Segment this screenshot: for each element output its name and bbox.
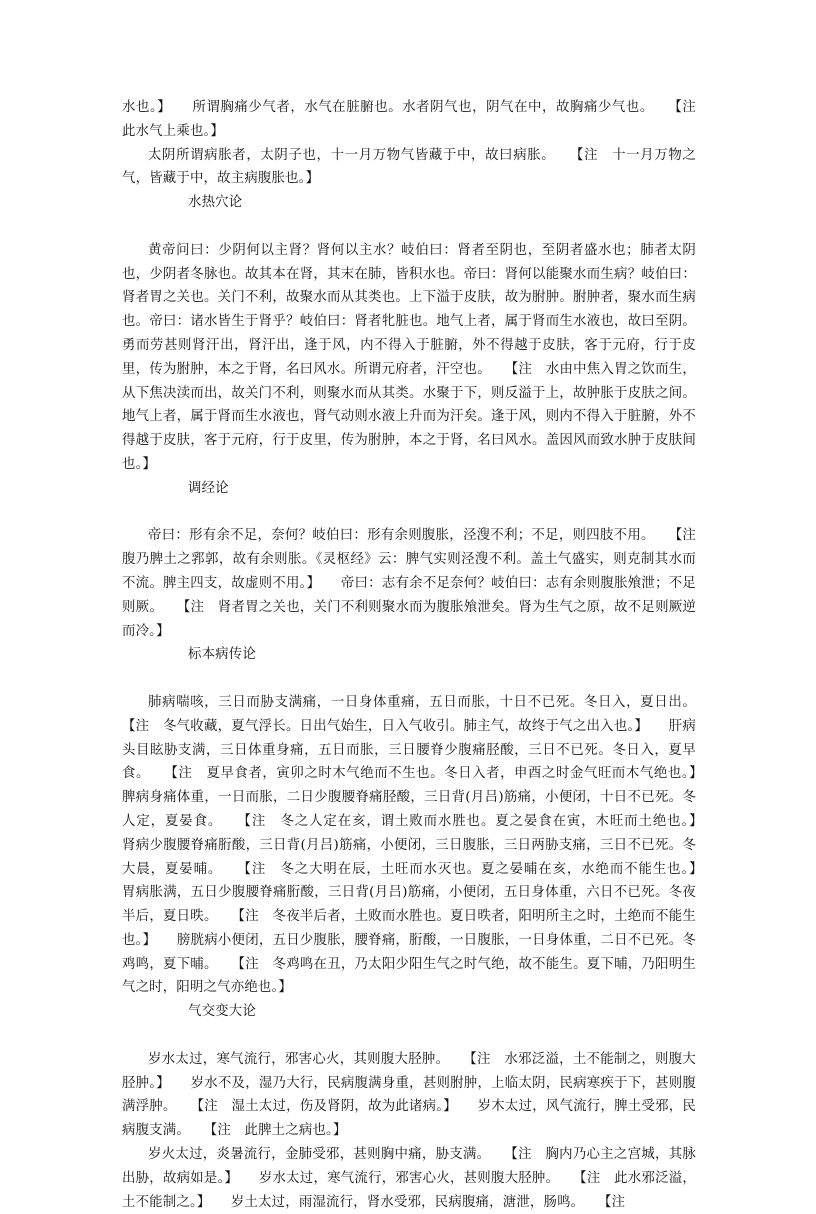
paragraph: 岁火太过，炎暑流行，金肺受邪，甚则胸中痛，胁支满。 【注 胸内乃心主之宫城，其脉出胁，故病如是。】 岁水太过，寒气流行，邪害心火，甚则腹大胫肿。 【注 此水邪泛溢，土不能制之。】 岁土太过，雨湿流行，肾水受邪，民病腹痛，溏泄，肠鸣。 【注 [122,1147,696,1210]
document-page [122,96,724,1214]
paragraph: 肺病喘咳，三日而胁支满痛，一日身体重痛，五日而胀，十日不已死。冬日入，夏日出。【注 冬气收藏，夏气浮长。日出气始生，日入气收引。肺主气，故终于气之出入也。】 肝病头目眩胁支满，三日体重身痛，五日而胀，三日腰脊少腹痛胫酸，三日不已死。冬日入，夏早食。 【注 夏早食者，寅卯之时木气绝而不生也。冬日入者，申酉之时金气旺而木气绝也。】 脾病身痛体重，一日而胀，二日少腹腰脊痛胫酸，三日背(月吕)筋痛，小便闭，十日不已死。冬人定，夏晏食。 【注 冬之人定在亥，谓土败而水胜也。夏之晏食在寅，木旺而土绝也。】 肾病少腹腰脊痛胻酸，三日背(月吕)筋痛，小便闭，三日腹胀，三日两胁支痛，三日不已死。冬大晨，夏晏晡。 【注 冬之大明在辰，土旺而水灭也。夏之晏晡在亥，水绝而不能生也。】 胃病胀满，五日少腹腰脊痛胻酸，三日背(月吕)筋痛，小便闭，五日身体重，六日不已死。冬夜半后，夏日昳。 【注 冬夜半后者，土败而水胜也。夏日昳者，阳明所主之时，土绝而不能生也。】 膀胱病小便闭，五日少腹胀，腰脊痛，胻酸，一日腹胀，一日身体重，二日不已死。冬鸡鸣，夏下晡。 【注 冬鸡鸣在丑，乃太阳少阳生气之时气绝，故不能生。夏下晡，乃阳明生气之时，阳明之气亦绝也。】 [122,694,724,996]
spacer [122,215,696,239]
spacer [122,667,696,691]
paragraph: 水也。】 所谓胸痛少气者，水气在脏腑也。水者阴气也，阴气在中，故胸痛少气也。 【注 此水气上乘也。】 [122,100,710,139]
paragraph: 岁水太过，寒气流行，邪害心火，其则腹大胫肿。 【注 水邪泛溢，土不能制之，则腹大胫肿。】 岁水不及，湿乃大行，民病腹满身重，甚则胕肿，上临太阴，民病寒疾于下，甚则腹满浮肿。 【注 湿土太过，伤及肾阴，故为此诸病。】 岁木太过，风气流行，脾土受邪，民病腹支满。 【注 此脾土之病也。】 [122,1051,696,1139]
paragraph: 太阴所谓病胀者，太阴子也，十一月万物气皆藏于中，故曰病胀。 【注 十一月万物之气，皆藏于中，故主病腹胀也。】 [122,147,696,187]
spacer [122,501,696,525]
section-heading: 气交变大论 [188,1004,256,1020]
section-heading: 标本病传论 [188,647,256,663]
spacer [122,1024,696,1048]
paragraph: 黄帝问曰：少阴何以主肾？肾何以主水？岐伯曰：肾者至阴也，至阴者盛水也；肺者太阴也，少阴者冬脉也。故其本在肾，其末在肺，皆积水也。帝曰：肾何以能聚水而生病？岐伯曰：肾者胃之关也。关门不利，故聚水而从其类也。上下溢于皮肤，故为胕肿。胕肿者，聚水而生病也。帝曰：诸水皆生于肾乎？岐伯曰：肾者牝脏也。地气上者，属于肾而生水液也，故曰至阴。勇而劳甚则肾汗出，肾汗出，逢于风，内不得入于脏腑，外不得越于皮肤，客于元府，行于皮里，传为胕肿，本之于肾，名曰风水。所谓元府者，汗空也。 【注 水由中焦入胃之饮而生，从下焦决渎而出，故关门不利，则聚水而从其类。水聚于下，则反溢于上，故肿胀于皮肤之间。地气上者，属于肾而生水液也，肾气动则水液上升而为汗矣。逢于风，则内不得入于脏腑，外不得越于皮肤，客于元府，行于皮里，传为胕肿，本之于肾，名曰风水。盖因风而致水肿于皮肤间也。】 [122,242,696,472]
section-heading: 调经论 [188,480,229,496]
paragraph: 帝曰：形有余不足，奈何？岐伯曰：形有余则腹胀，泾溲不利；不足，则四肢不用。 【注 腹乃脾土之郛郭，故有余则胀。《灵枢经》云：脾气实则泾溲不利。盖土气盛实，则克制其水而不流。脾主四支，故虚则不用。】 帝曰：志有余不足奈何？岐伯曰：志有余则腹胀飧泄；不足则厥。 【注 肾者胃之关也，关门不利则聚水而为腹胀飧泄矣。肾为生气之原，故不足则厥逆而冷。】 [122,528,710,639]
section-heading: 水热穴论 [188,195,243,211]
